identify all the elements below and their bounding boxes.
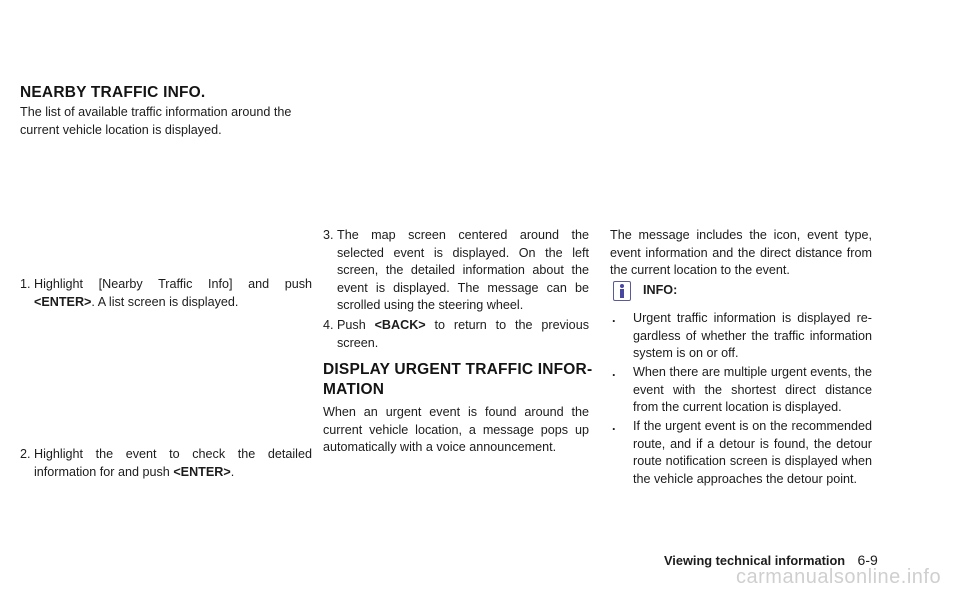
- info-icon: [613, 281, 631, 301]
- step-3: [323, 227, 589, 315]
- section-heading-urgent-traffic: DISPLAY URGENT TRAFFIC INFOR- MATION: [323, 361, 593, 398]
- step-4: [323, 317, 589, 352]
- step-2: [20, 446, 312, 481]
- section-heading-nearby-traffic: NEARBY TRAFFIC INFO.: [20, 84, 206, 101]
- chapter-title: Viewing technical information: [664, 553, 846, 568]
- message-description: The message includes the icon, event type, event information and the direct distance from the current location to the event.: [610, 228, 872, 277]
- page-number: 6-9: [857, 552, 878, 568]
- step-text: The map screen centered around the selected event is displayed. On the left screen, the detailed information about the event is displayed. The message can be scrolled using the steering wheel.: [337, 228, 589, 312]
- section-intro: The list of available traffic information around the current vehicle location is displayed.: [20, 105, 292, 137]
- info-bullet-3: . If the urgent event is on the recommended route, and if a detour is found, the detour route notification screen is displayed when the vehicle approaches the detour point.: [612, 419, 872, 486]
- step-number: 3.: [323, 228, 334, 242]
- info-bullet-1: . Urgent traffic information is displayed re-gardless of whether the traffic information system is on or off.: [612, 311, 872, 360]
- info-bullet-2: . When there are multiple urgent events, the event with the shortest direct distance from the current location is displayed.: [612, 365, 872, 414]
- step-1: [20, 276, 312, 311]
- step-text: Highlight the event to check the detailed information for and push <ENTER>.: [34, 447, 312, 479]
- urgent-intro: When an urgent event is found around the current vehicle location, a message pops up automatically with a voice announcement.: [323, 405, 589, 454]
- step-text: Highlight [Nearby Traffic Info] and push <ENTER>. A list screen is displayed.: [34, 277, 312, 309]
- info-label: INFO:: [643, 283, 678, 297]
- step-number: 2.: [20, 447, 31, 461]
- step-text: Push <BACK> to return to the previous screen.: [337, 318, 589, 350]
- watermark-text: carmanualsonline.info: [736, 566, 942, 588]
- step-number: 1.: [20, 277, 31, 291]
- step-number: 4.: [323, 318, 334, 332]
